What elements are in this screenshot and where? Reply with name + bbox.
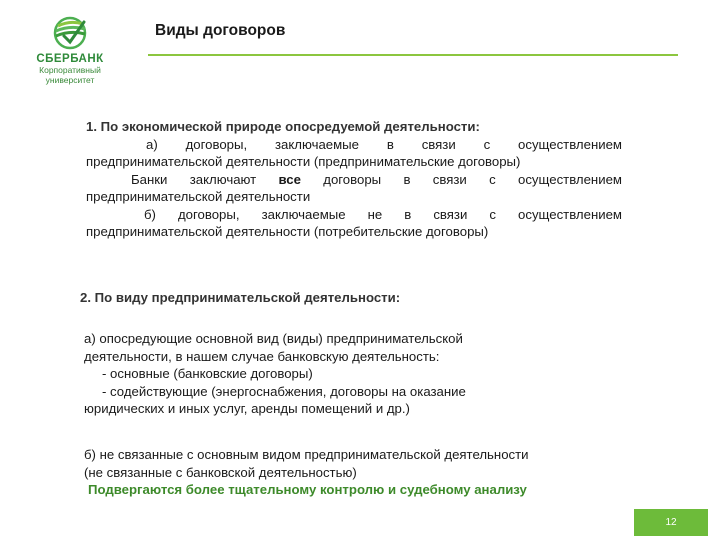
control-note: Подвергаются более тщательному контролю и судебному анализу <box>88 482 527 497</box>
section-economic-nature <box>86 118 622 241</box>
title-underline <box>148 54 678 56</box>
section1-item-b-line2: предпринимательской деятельности (потребительские договоры) <box>86 224 489 239</box>
section2-item-b-line2: (не связанные с банковской деятельностью) <box>84 464 357 480</box>
section-business-type <box>84 330 644 418</box>
banks-text-post: договоры в связи с осуществлением <box>300 171 622 187</box>
section1-item-a-line1: а) договоры, заключаемые в связи с осуществлением <box>146 136 622 152</box>
section1-heading: 1. По экономической природе опосредуемой деятельности: <box>86 119 480 134</box>
section2-item-a-line2: деятельности, в нашем случае банковскую деятельность: <box>84 348 440 364</box>
section2-item-a-line1: а) опосредующие основной вид (виды) предпринимательской <box>84 331 463 346</box>
section2-item-b-line1: б) не связанные с основным видом предпринимательской деятельности <box>84 447 529 462</box>
banks-text-pre: Банки заключают <box>131 171 279 187</box>
section1-item-a-line2: предпринимательской деятельности (предпринимательские договоры) <box>86 154 521 169</box>
section1-banks-line2: предпринимательской деятельности <box>86 189 311 204</box>
section1-item-b-line1: б) договоры, заключаемые не в связи с осуществлением <box>144 206 622 222</box>
section1-banks-line1 <box>86 171 622 189</box>
logo-subtitle-line1: Корпоративный <box>39 65 101 75</box>
section2-aux-contracts-cont: юридических и иных услуг, аренды помещений и др.) <box>84 401 410 416</box>
logo-subtitle-line2: университет <box>45 75 95 85</box>
logo-name: СБЕРБАНК <box>36 53 104 65</box>
sberbank-logo-icon <box>50 14 90 50</box>
section2-main-contracts: - основные (банковские договоры) <box>102 366 313 381</box>
banks-text-bold: все <box>278 171 301 187</box>
logo <box>30 14 110 85</box>
section2-heading: 2. По виду предпринимательской деятельности: <box>80 290 401 305</box>
section-unrelated <box>84 446 644 499</box>
section2-aux-contracts: - содействующие (энергоснабжения, договоры на оказание <box>102 383 466 399</box>
page-number-badge: 12 <box>634 509 708 536</box>
page-title: Виды договоров <box>155 22 286 39</box>
